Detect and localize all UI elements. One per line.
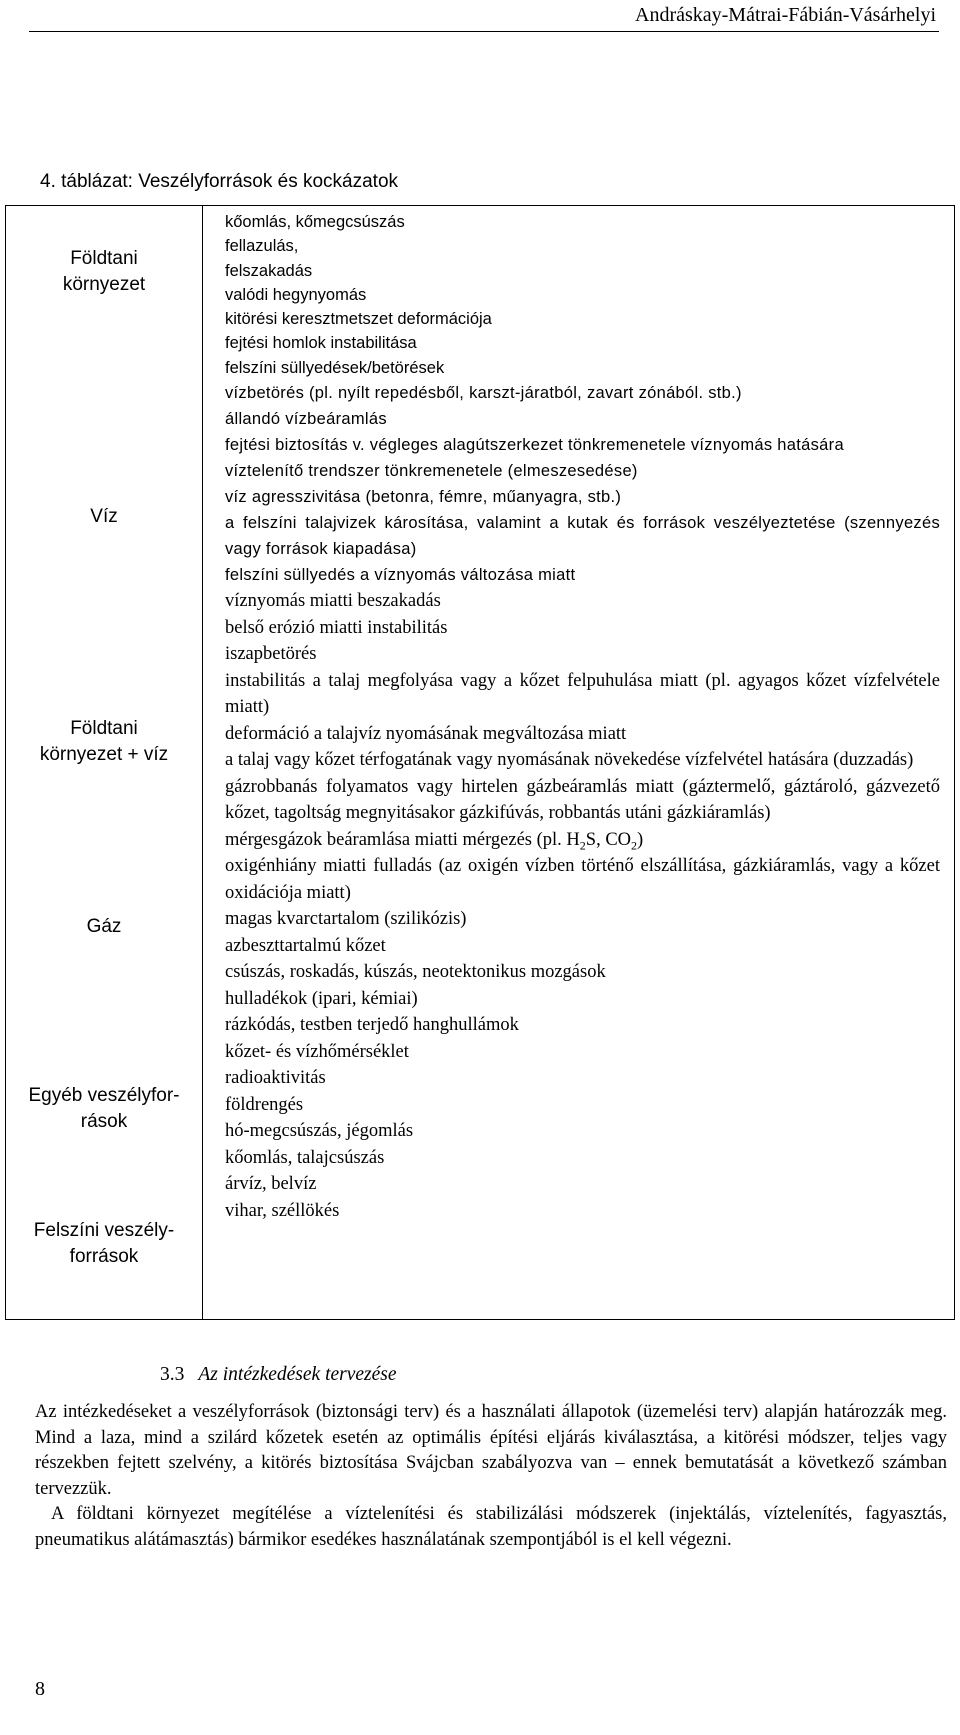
category-geological-water: Földtani környezet + víz <box>39 718 169 765</box>
header-rule <box>29 31 939 32</box>
list-item: valódi hegynyomás <box>225 285 367 304</box>
list-item: hulladékok (ipari, kémiai) <box>225 988 418 1009</box>
category-surface-hazards: Felszíni veszély- források <box>33 1220 175 1267</box>
formula-text: mérgesgázok beáramlása miatti mérgezés (pl. H <box>225 829 580 850</box>
formula-subscript: 2 <box>579 838 586 853</box>
list-item: felszakadás <box>225 261 313 280</box>
section-title: Az intézkedések tervezése <box>198 1364 397 1385</box>
list-item: a talaj vagy kőzet térfogatának vagy nyomásának növekedése vízfelvétel hatására (duzzadás) <box>225 750 914 771</box>
list-item: árvíz, belvíz <box>225 1174 317 1195</box>
list-item: kitörési keresztmetszet deformációja <box>225 310 492 329</box>
list-item: fejtési homlok instabilitása <box>225 334 417 353</box>
section-heading <box>160 1363 397 1387</box>
paragraph: A földtani környezet megítélése a víztelenítési és stabilizálási módszerek (injektálás, víztelenítés, fagyasztás, pneumatikus alátámasztás) bármikor esedékes használatának szempontjából is el kell végezni. <box>35 1504 947 1550</box>
list-item: vihar, széllökés <box>225 1200 340 1221</box>
category-geological: Földtani környezet <box>62 248 146 295</box>
section-body <box>35 1400 947 1553</box>
paragraph: Az intézkedéseket a veszélyforrások (biztonsági terv) és a használati állapotok (üzemelési terv) alapján határozzák meg. Mind a laza, mind a szilárd kőzetek esetén az optimális építési eljárás kiválasztása, a kitörési módszer, teljes vagy részekben fejtett szelvény, a kitörés biztosítása Svájcban szabályozva van – ennek bemutatását a következő számban tervezzük. <box>35 1402 947 1499</box>
list-item: vízbetörés (pl. nyílt repedésből, karszt-járatból, zavart zónából. stb.) <box>225 384 742 403</box>
hazard-list <box>225 210 940 1224</box>
list-item: felszíni süllyedés a víznyomás változása miatt <box>225 566 576 585</box>
list-item: magas kvarctartalom (szilikózis) <box>225 909 467 930</box>
formula-text: S, CO <box>585 829 632 850</box>
list-item: felszíni süllyedések/betörések <box>225 358 445 377</box>
list-item: fejtési biztosítás v. végleges alagútszerkezet tönkremenetele víznyomás hatására <box>225 436 844 455</box>
list-item-formula <box>225 827 940 854</box>
list-item: hó-megcsúszás, jégomlás <box>225 1121 414 1142</box>
list-item: rázkódás, testben terjedő hanghullámok <box>225 1015 519 1036</box>
category-water: Víz <box>90 506 118 527</box>
formula-text: ) <box>637 829 644 850</box>
list-item: kőomlás, talajcsúszás <box>225 1147 385 1168</box>
category-other-hazards: Egyéb veszélyfor- rások <box>28 1085 180 1132</box>
list-item: állandó vízbeáramlás <box>225 410 387 429</box>
formula-subscript: 2 <box>631 838 638 853</box>
list-item: instabilitás a talaj megfolyása vagy a kőzet felpuhulása miatt (pl. agyagos kőzet vízfelvétele miatt) <box>225 670 940 718</box>
list-item: csúszás, roskadás, kúszás, neotektonikus mozgások <box>225 962 606 983</box>
category-gas: Gáz <box>86 916 122 937</box>
list-item: víz agresszivitása (betonra, fémre, műanyagra, stb.) <box>225 488 622 507</box>
table-caption: 4. táblázat: Veszélyforrások és kockázatok <box>40 171 399 192</box>
list-item: víznyomás miatti beszakadás <box>225 591 441 612</box>
list-item: fellazulás, <box>225 237 299 256</box>
running-head: Andráskay-Mátrai-Fábián-Vásárhelyi <box>635 4 936 26</box>
list-item: iszapbetörés <box>225 644 317 665</box>
list-item: gázrobbanás folyamatos vagy hirtelen gázbeáramlás miatt (gáztermelő, gáztároló, gázvezető kőzet, tagoltság megnyitásakor gázkifúvás, robbantás utáni gázkiáramlás) <box>225 776 940 824</box>
section-number: 3.3 <box>160 1364 185 1385</box>
list-item: kőzet- és vízhőmérséklet <box>225 1041 409 1062</box>
list-item: a felszíni talajvizek károsítása, valamint a kutak és források veszélyeztetése (szennyezés vagy források kiapadása) <box>225 514 940 559</box>
list-item: víztelenítő trendszer tönkremenetele (elmeszesedése) <box>225 462 638 481</box>
list-item: kőomlás, kőmegcsúszás <box>225 213 405 231</box>
list-item: földrengés <box>225 1094 304 1115</box>
list-item: oxigénhiány miatti fulladás (az oxigén vízben történő elszállítása, gázkiáramlás, vagy a kőzet oxidációja miatt) <box>225 856 940 903</box>
list-item: radioaktivitás <box>225 1068 326 1089</box>
page-number: 8 <box>35 1678 45 1700</box>
list-item: belső erózió miatti instabilitás <box>225 617 448 638</box>
column-divider <box>202 206 203 1319</box>
list-item: deformáció a talajvíz nyomásának megváltozása miatt <box>225 723 627 744</box>
list-item: azbeszttartalmú kőzet <box>225 935 386 956</box>
